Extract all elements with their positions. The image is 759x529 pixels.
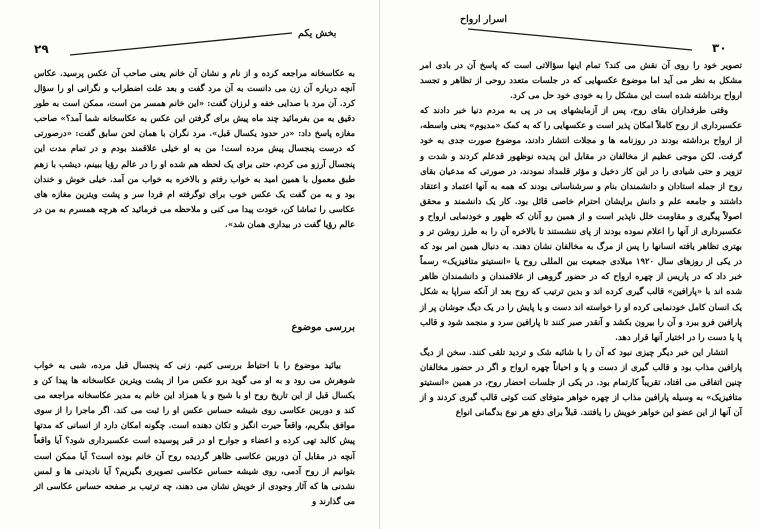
- right-page-running-title: اسرار ارواح: [460, 14, 507, 25]
- right-header-rule: [380, 0, 759, 60]
- right-page: [380, 0, 759, 529]
- left-section-paragraph-1: بیائید موضوع را با احتیاط بررسی کنیم. زنی که پنجسال قبل مرده، شبی به خواب شوهرش می رود و به او می گوید برو عکس مرا از پشت ویترین عکاسخانه ها پیدا کن و یکسال قبل از این تاریخ روح او با شبح و یا همزاد این خانم به مدیر عکاسخانه مراجعه می کند و دوربین عکاسی روی شیشه حساس عکس او را ثبت می کند. اگر ماجرا را از سوی موافق بنگریم، واقعاً حیرت انگیز و تکان دهنده است. چگونه امکان دارد از انسانی که مدتها پیش کالبد تهی کرده و اعضاء و جوارح او در قبر پوسیده است عکسبرداری شود؟ آیا واقعاً آنچه در مقابل آن دوربین عکاسی ظاهر گردیده روح آن خانم بوده است؟ آیا ممکن است بتوانیم از روح آدمی، روی شیشه حساس عکاسی تصویری بگیریم؟ آیا نادیدنی ها و لمس نشدنی ها که آثار وجودی از خویش نشان می دهند، چه ترتیب بر صفحه حساس عکاسی اثر می گذارند و: [34, 360, 355, 506]
- right-page-body: [420, 58, 742, 420]
- left-page: [0, 0, 379, 529]
- right-paragraph-3: انتشار این خبر دیگر چیزی نبود که آن را با شائبه شک و تردید تلقی کنند. سخن از دیگ پارافین مذاب بود و قالب گیری از دست و پا و احیاناً چهره ارواح و اگر در حضور مخالفان چنین اتفاقی می افتاد، تقریباً کارتمام بود. در یکی از جلسات احضار روح، در همین «انستیتو متافیزیک» به وسیله پارافین مذاب از چهره خواهر متوفای کنت کوتی قالب گیری کردند و از آن آنها از این عضو این خواهر خویش را یافتند. قبلاً برای دفع هر نوع بدگمانی انواع: [420, 346, 742, 418]
- left-paragraph-1: به عکاسخانه مراجعه کرده و از نام و نشان آن خانم یعنی صاحب آن عکس پرسید. عکاس آنچه درباره آن زن می دانست به آن مرد گفت و بعد علت اضطراب و نگرانی او را سؤال کرد. آن مرد با صدایی خفه و لرزان گفت: «این خانم همسر من است، ممکن است به طور دقیق به من بفرمائید چند ماه پیش برای گرفتن این عکس به عکاسخانه شما آمد؟» صاحب مغازه پاسخ داد: «در حدود یکسال قبل». مرد نگران با همان لحن سابق گفت: «درصورتی که درست پنجسال پیش مرده است! من به او خیلی علاقمند بودم و در تمام مدت این پنجسال آرزو می کردم، حتی برای یک لحظه هم شده او را در عالم رؤیا ببینم، دیشب با زهم طبق معمول با همین امید به خواب رفتم و بالاخره به خواب من آمد. خیلی خوش و خندان بود و به من گفت یک عکس خوب برای توگرفته ام فردا سر و پشت ویترین مغازه های عکاسی را تماشا کن، خودت پیدا می کنی و ملاحظه می فرمائید که هرچه همسرم به من در عالم رؤیا گفت در بیداری همان شد».: [34, 68, 355, 229]
- left-page-running-title: بخش یکم: [298, 28, 337, 39]
- book-gutter: [379, 0, 380, 529]
- right-page-number: ۳۰: [712, 41, 727, 55]
- left-header-rule: [0, 0, 379, 60]
- left-page-body-top: [34, 66, 355, 232]
- section-heading: بررسی موضوع: [291, 322, 355, 333]
- right-paragraph-1: تصویر خود را روی آن نقش می کند؟ تمام اینها سؤالاتی است که پاسخ آن در بادی امر مشکل به نظر می آید اما موضوع عکسهایی که در جلسات متعدد روحی از تظاهر و تجسد ارواح برداشته شده است این مشکل را به خودی خود حل می کرد.: [420, 60, 742, 101]
- right-paragraph-2: وقتی طرفداران بقای روح، پس از آزمایشهای پی در پی به مردم دنیا خبر دادند که عکسبرداری از روح کاملاً امکان پذیر است و عکسهایی را که به کمک «مدیوم» یعنی واسطه، از ارواح برداشته بودند در روزنامه ها و مجلات انتشار دادند، موضوع صورت جدی به خود گرفت. لکن موجی عظیم از مخالفان در مقابل این پدیده نوظهور قدعلم کردند و شدت و تزویر و حتی شیادی را در این کار دخیل و مؤثر قلمداد نمودند، در صورتی که مدعیان بقای روح از جمله استادان و دانشمندان بنام و سرشناسانی بودند که همه به آنها اعتماد و اعتقاد داشتند و جامعه علم و دانش برایشان احترام خاصی قائل بود. کار یک دانشمند و محقق اصولاً پیگیری و مقاومت خلل ناپذیر است و از همین رو آنان که ظهور و خودنمایی ارواح و عکسبرداری از آنها را اعلام نموده بودند از پای ننشستند تا بالاخره آن را به طرز روشن تر و بهتری تظاهر یافته انسانها را پس از مرگ به مخالفان نشان دهند. به دنبال همین امر بود که در یکی از روزهای سال ۱۹۲۰ میلادی جمعیت بین المللی روح یا «انستیتو متافیزیک» رسماً خبر داد که در پاریس از چهره ارواح که در حضور گروهی از علاقمندان و دانشمندان ظاهر شده اند با «پارافین» قالب گیری کرده اند و بدین ترتیب که روح بعد از آنکه سراپا به شکل یک انسان کامل خودنمایی کرده او را خواسته اند دست و یا پایش را در یک دیگ جوشان پر از پارافین فرو ببرد و آن را بیرون بکشد و آنقدر صبر کنند تا پارافین سرد و منجمد شود و قالب پا یا دست را در اختیار آنها قرار دهد.: [420, 105, 742, 342]
- left-page-header: [0, 0, 379, 60]
- left-page-body-section: [34, 358, 355, 509]
- right-page-header: [380, 0, 759, 60]
- left-page-number: ۲۹: [34, 42, 49, 56]
